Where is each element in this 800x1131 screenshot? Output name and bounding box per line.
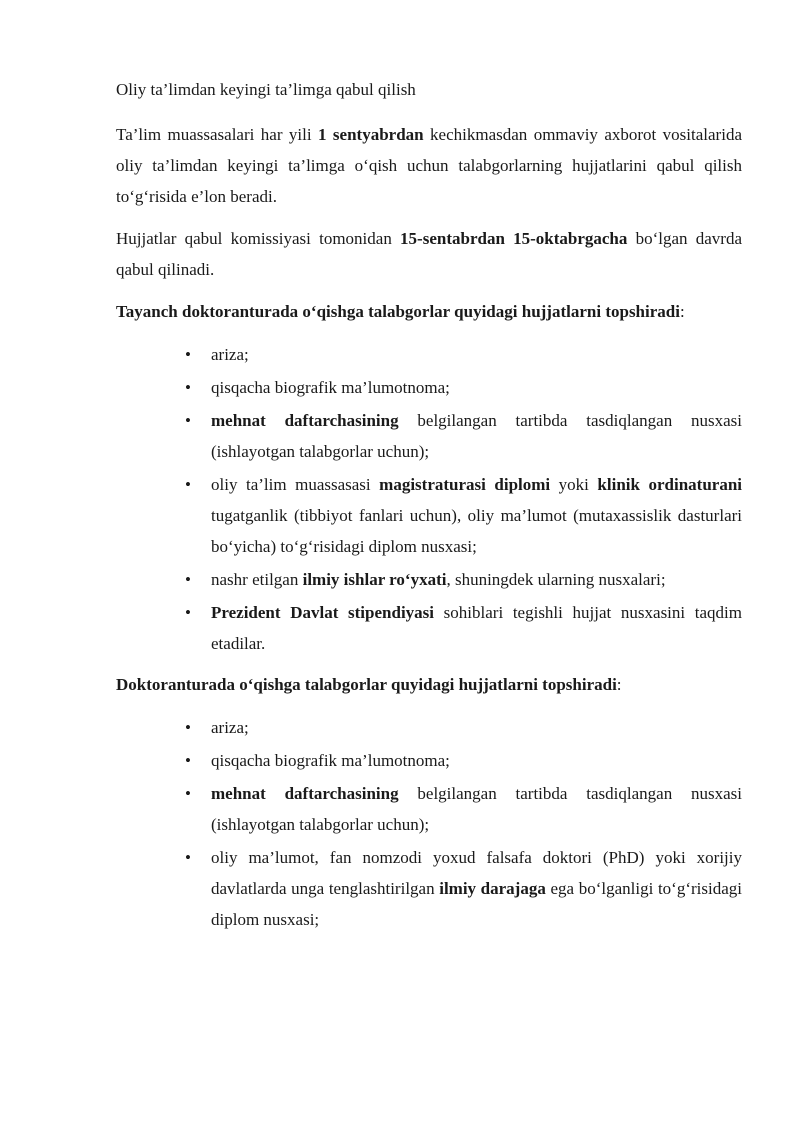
bullet-icon: • (185, 784, 191, 803)
list-item-text: belgilangan tartibda tasdiqlangan nusxasi (ishlayotgan talabgorlar uchun); (211, 411, 743, 461)
list-item-text: sohiblari tegishli hujjat nusxasini taqdim etadilar. (211, 603, 743, 653)
bullet-icon: • (185, 378, 191, 397)
bullet-icon: • (185, 345, 191, 364)
paragraph-announcement (116, 119, 742, 212)
text-run: kechikmasdan ommaviy axborot vositalarida oliy ta’limdan keyingi ta’limga o‘qish uchun talabgorlarning hujjatlarini qabul qilish to‘g‘risida e’lon beradi. (116, 125, 742, 206)
text-run: bo‘lgan davrda qabul qilinadi. (116, 229, 742, 279)
list-item-text: tugatganlik (tibbiyot fanlari uchun), oliy ma’lumot (mutaxassislik dasturlari bo‘yicha) to‘g‘risidagi diplom nusxasi; (211, 506, 742, 556)
text-run: Ta’lim muassasalari har yili (116, 125, 318, 144)
list-item (185, 339, 742, 370)
list-item-bold: ilmiy darajaga (439, 879, 546, 898)
document-list-doctorate (116, 712, 742, 935)
heading-colon: : (616, 675, 622, 694)
section-heading-basic-doctorate (116, 296, 742, 327)
list-item (185, 842, 742, 935)
list-item (185, 372, 742, 403)
list-item-bold: mehnat daftarchasining (211, 784, 399, 803)
list-item-bold: magistraturasi diplomi (379, 475, 551, 494)
text-run: Hujjatlar qabul komissiyasi tomonidan (116, 229, 401, 248)
list-item-text: ariza; (211, 718, 249, 737)
bullet-icon: • (185, 718, 191, 737)
heading-text: Tayanch doktoranturada o‘qishga talabgorlar quyidagi hujjatlarni topshiradi (116, 302, 680, 321)
list-item (185, 778, 743, 840)
section-heading-doctorate (116, 669, 742, 700)
list-item (185, 564, 742, 595)
list-item (185, 469, 742, 562)
list-item (185, 712, 742, 743)
list-item-text: qisqacha biografik ma’lumotnoma; (211, 751, 450, 770)
paragraph-acceptance-period (116, 223, 742, 285)
document-title: Oliy ta’limdan keyingi ta’limga qabul qilish (116, 80, 416, 99)
list-item-bold: klinik ordinaturani (597, 475, 742, 494)
list-item-text: nashr etilgan (211, 570, 303, 589)
document-list-basic-doctorate (116, 339, 742, 659)
list-item-bold: ilmiy ishlar ro‘yxati (302, 570, 447, 589)
bullet-icon: • (185, 411, 191, 430)
bullet-icon: • (185, 751, 191, 770)
list-item (185, 745, 742, 776)
list-item-text: oliy ta’lim muassasasi (211, 475, 380, 494)
document-page (116, 74, 742, 937)
list-item-bold: Prezident Davlat stipendiyasi (211, 603, 435, 622)
list-item-text: , shuningdek ularning nusxalari; (446, 570, 666, 589)
list-item-bold: mehnat daftarchasining (211, 411, 399, 430)
list-item (185, 597, 743, 659)
list-item-text: ariza; (211, 345, 249, 364)
list-item-text: yoki (550, 475, 598, 494)
heading-colon: : (679, 302, 685, 321)
bullet-icon: • (185, 848, 191, 867)
bold-period: 15-sentabrdan 15-oktabrgacha (400, 229, 628, 248)
bullet-icon: • (185, 603, 191, 622)
list-item-text: qisqacha biografik ma’lumotnoma; (211, 378, 450, 397)
bullet-icon: • (185, 570, 191, 589)
bold-date: 1 sentyabrdan (318, 125, 424, 144)
list-item-text: oliy ma’lumot, fan nomzodi yoxud falsafa doktori (PhD) yoki xorijiy davlatlarda unga tenglashtirilgan (211, 848, 742, 898)
bullet-icon: • (185, 475, 191, 494)
heading-text: Doktoranturada o‘qishga talabgorlar quyidagi hujjatlarni topshiradi (116, 675, 617, 694)
list-item (185, 405, 743, 467)
list-item-text: belgilangan tartibda tasdiqlangan nusxasi (ishlayotgan talabgorlar uchun); (211, 784, 743, 834)
list-item-text: ega bo‘lganligi to‘g‘risidagi diplom nusxasi; (211, 879, 742, 929)
